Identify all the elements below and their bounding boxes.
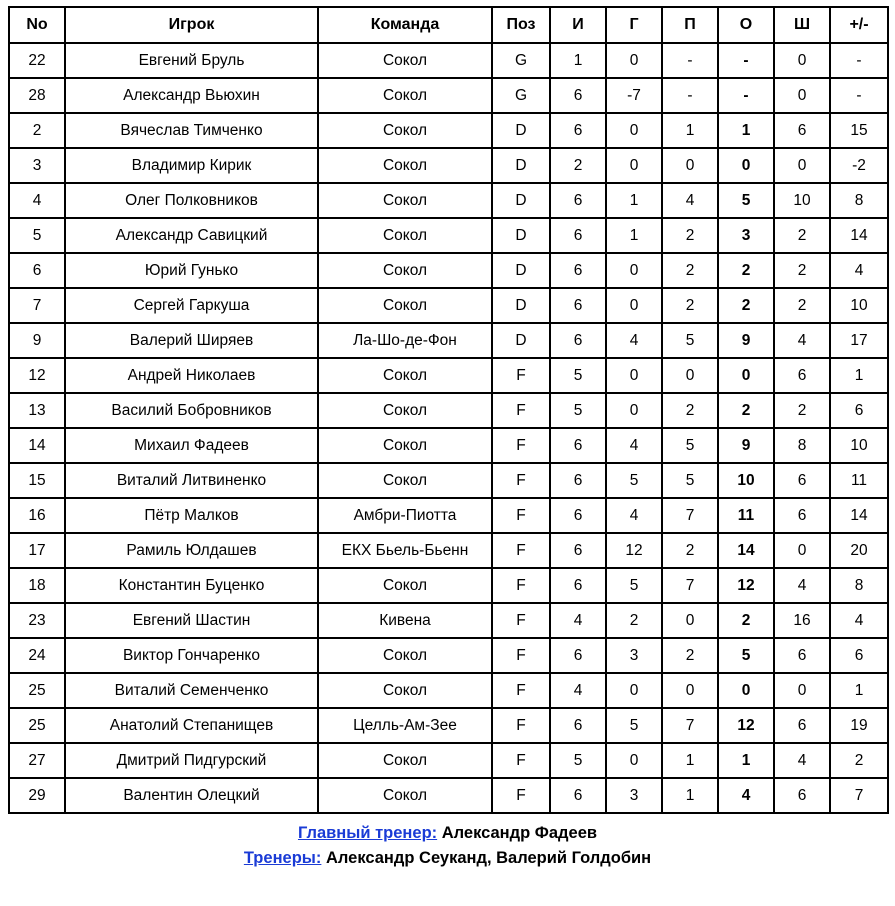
cell-penalty-minutes: 6 xyxy=(774,498,830,533)
cell-plus-minus: 10 xyxy=(830,428,888,463)
cell-player: Виталий Литвиненко xyxy=(65,463,318,498)
cell-games: 6 xyxy=(550,778,606,813)
cell-team: Сокол xyxy=(318,673,492,708)
cell-points: 9 xyxy=(718,428,774,463)
cell-player: Олег Полковников xyxy=(65,183,318,218)
cell-penalty-minutes: 0 xyxy=(774,43,830,78)
cell-assists: 5 xyxy=(662,323,718,358)
cell-goals: 4 xyxy=(606,428,662,463)
cell-goals: 3 xyxy=(606,638,662,673)
cell-penalty-minutes: 4 xyxy=(774,568,830,603)
coaches-label[interactable]: Тренеры: xyxy=(243,848,322,867)
cell-games: 6 xyxy=(550,638,606,673)
table-row xyxy=(9,288,888,323)
cell-penalty-minutes: 0 xyxy=(774,673,830,708)
cell-goals: 0 xyxy=(606,743,662,778)
cell-no: 3 xyxy=(9,148,65,183)
cell-points: 3 xyxy=(718,218,774,253)
cell-team: Сокол xyxy=(318,113,492,148)
cell-position: F xyxy=(492,533,550,568)
cell-team: Сокол xyxy=(318,778,492,813)
cell-points: - xyxy=(718,43,774,78)
cell-position: F xyxy=(492,393,550,428)
cell-player: Василий Бобровников xyxy=(65,393,318,428)
cell-games: 6 xyxy=(550,533,606,568)
table-row xyxy=(9,78,888,113)
cell-player: Сергей Гаркуша xyxy=(65,288,318,323)
cell-points: 1 xyxy=(718,113,774,148)
cell-assists: 0 xyxy=(662,148,718,183)
cell-player: Евгений Шастин xyxy=(65,603,318,638)
cell-plus-minus: 6 xyxy=(830,393,888,428)
cell-team: Сокол xyxy=(318,638,492,673)
table-row xyxy=(9,778,888,813)
cell-points: 5 xyxy=(718,183,774,218)
cell-team: Сокол xyxy=(318,218,492,253)
cell-team: Сокол xyxy=(318,393,492,428)
cell-goals: 2 xyxy=(606,603,662,638)
cell-no: 29 xyxy=(9,778,65,813)
header-games: И xyxy=(550,7,606,43)
cell-goals: 0 xyxy=(606,43,662,78)
cell-goals: 1 xyxy=(606,183,662,218)
cell-assists: 2 xyxy=(662,288,718,323)
cell-player: Рамиль Юлдашев xyxy=(65,533,318,568)
cell-penalty-minutes: 6 xyxy=(774,708,830,743)
table-header-row xyxy=(9,7,888,43)
cell-no: 28 xyxy=(9,78,65,113)
cell-position: F xyxy=(492,743,550,778)
cell-position: F xyxy=(492,708,550,743)
header-no: No xyxy=(9,7,65,43)
cell-assists: 7 xyxy=(662,708,718,743)
cell-team: Сокол xyxy=(318,288,492,323)
cell-plus-minus: 8 xyxy=(830,568,888,603)
cell-points: 12 xyxy=(718,568,774,603)
cell-team: Сокол xyxy=(318,743,492,778)
cell-position: D xyxy=(492,218,550,253)
cell-no: 23 xyxy=(9,603,65,638)
header-plus-minus: +/- xyxy=(830,7,888,43)
cell-games: 6 xyxy=(550,113,606,148)
cell-assists: 2 xyxy=(662,253,718,288)
cell-team: Кивена xyxy=(318,603,492,638)
cell-games: 4 xyxy=(550,673,606,708)
cell-position: F xyxy=(492,603,550,638)
cell-player: Анатолий Степанищев xyxy=(65,708,318,743)
cell-plus-minus: 4 xyxy=(830,603,888,638)
cell-points: - xyxy=(718,78,774,113)
cell-position: F xyxy=(492,358,550,393)
cell-position: D xyxy=(492,288,550,323)
cell-team: Амбри-Пиотта xyxy=(318,498,492,533)
table-row xyxy=(9,323,888,358)
cell-goals: 3 xyxy=(606,778,662,813)
cell-player: Юрий Гунько xyxy=(65,253,318,288)
cell-no: 4 xyxy=(9,183,65,218)
table-row xyxy=(9,708,888,743)
cell-points: 14 xyxy=(718,533,774,568)
cell-assists: - xyxy=(662,43,718,78)
table-row xyxy=(9,673,888,708)
cell-assists: 1 xyxy=(662,113,718,148)
table-row xyxy=(9,638,888,673)
cell-games: 6 xyxy=(550,183,606,218)
cell-penalty-minutes: 6 xyxy=(774,113,830,148)
cell-team: Сокол xyxy=(318,428,492,463)
cell-no: 27 xyxy=(9,743,65,778)
cell-position: F xyxy=(492,673,550,708)
cell-position: D xyxy=(492,253,550,288)
cell-goals: 4 xyxy=(606,323,662,358)
cell-points: 0 xyxy=(718,148,774,183)
cell-team: Сокол xyxy=(318,78,492,113)
cell-games: 6 xyxy=(550,323,606,358)
cell-plus-minus: - xyxy=(830,78,888,113)
staff-footer xyxy=(8,821,887,871)
cell-points: 0 xyxy=(718,673,774,708)
cell-goals: 0 xyxy=(606,393,662,428)
cell-goals: 0 xyxy=(606,113,662,148)
cell-games: 6 xyxy=(550,708,606,743)
cell-position: F xyxy=(492,778,550,813)
head-coach-line xyxy=(8,821,887,846)
cell-games: 4 xyxy=(550,603,606,638)
cell-no: 25 xyxy=(9,673,65,708)
cell-games: 6 xyxy=(550,498,606,533)
cell-points: 2 xyxy=(718,253,774,288)
cell-plus-minus: 4 xyxy=(830,253,888,288)
cell-penalty-minutes: 6 xyxy=(774,463,830,498)
cell-player: Дмитрий Пидгурский xyxy=(65,743,318,778)
cell-penalty-minutes: 0 xyxy=(774,78,830,113)
cell-penalty-minutes: 4 xyxy=(774,323,830,358)
cell-no: 18 xyxy=(9,568,65,603)
cell-player: Александр Савицкий xyxy=(65,218,318,253)
cell-games: 5 xyxy=(550,358,606,393)
cell-player: Виктор Гончаренко xyxy=(65,638,318,673)
cell-points: 11 xyxy=(718,498,774,533)
cell-position: F xyxy=(492,428,550,463)
header-points: О xyxy=(718,7,774,43)
header-assists: П xyxy=(662,7,718,43)
roster-table xyxy=(8,6,889,814)
coaches-value: Александр Сеуканд, Валерий Голдобин xyxy=(325,848,652,867)
header-position: Поз xyxy=(492,7,550,43)
cell-position: D xyxy=(492,183,550,218)
cell-points: 12 xyxy=(718,708,774,743)
cell-player: Андрей Николаев xyxy=(65,358,318,393)
cell-games: 2 xyxy=(550,148,606,183)
cell-plus-minus: 8 xyxy=(830,183,888,218)
cell-no: 24 xyxy=(9,638,65,673)
head-coach-label[interactable]: Главный тренер: xyxy=(297,824,438,842)
cell-team: Ла-Шо-де-Фон xyxy=(318,323,492,358)
cell-goals: 0 xyxy=(606,358,662,393)
cell-games: 5 xyxy=(550,743,606,778)
cell-games: 6 xyxy=(550,568,606,603)
cell-position: D xyxy=(492,148,550,183)
cell-assists: 1 xyxy=(662,743,718,778)
cell-plus-minus: 15 xyxy=(830,113,888,148)
cell-assists: 2 xyxy=(662,638,718,673)
table-row xyxy=(9,603,888,638)
header-player: Игрок xyxy=(65,7,318,43)
cell-player: Михаил Фадеев xyxy=(65,428,318,463)
cell-player: Валентин Олецкий xyxy=(65,778,318,813)
cell-points: 9 xyxy=(718,323,774,358)
cell-position: D xyxy=(492,113,550,148)
cell-team: Сокол xyxy=(318,463,492,498)
table-row xyxy=(9,43,888,78)
cell-no: 14 xyxy=(9,428,65,463)
cell-points: 0 xyxy=(718,358,774,393)
cell-goals: -7 xyxy=(606,78,662,113)
cell-points: 2 xyxy=(718,288,774,323)
table-body xyxy=(9,43,888,813)
cell-player: Вячеслав Тимченко xyxy=(65,113,318,148)
cell-plus-minus: -2 xyxy=(830,148,888,183)
cell-penalty-minutes: 10 xyxy=(774,183,830,218)
table-row xyxy=(9,428,888,463)
cell-position: F xyxy=(492,568,550,603)
cell-goals: 5 xyxy=(606,708,662,743)
cell-team: Сокол xyxy=(318,358,492,393)
cell-games: 5 xyxy=(550,393,606,428)
cell-team: Сокол xyxy=(318,148,492,183)
cell-plus-minus: 1 xyxy=(830,673,888,708)
table-row xyxy=(9,358,888,393)
table-row xyxy=(9,253,888,288)
cell-plus-minus: 19 xyxy=(830,708,888,743)
cell-goals: 0 xyxy=(606,148,662,183)
cell-position: F xyxy=(492,638,550,673)
cell-games: 6 xyxy=(550,288,606,323)
cell-assists: 2 xyxy=(662,393,718,428)
cell-player: Константин Буценко xyxy=(65,568,318,603)
cell-penalty-minutes: 2 xyxy=(774,218,830,253)
cell-penalty-minutes: 8 xyxy=(774,428,830,463)
cell-no: 15 xyxy=(9,463,65,498)
cell-plus-minus: 20 xyxy=(830,533,888,568)
cell-points: 10 xyxy=(718,463,774,498)
cell-games: 6 xyxy=(550,428,606,463)
table-row xyxy=(9,218,888,253)
cell-games: 6 xyxy=(550,253,606,288)
cell-plus-minus: 10 xyxy=(830,288,888,323)
cell-no: 12 xyxy=(9,358,65,393)
table-row xyxy=(9,463,888,498)
cell-position: D xyxy=(492,323,550,358)
cell-no: 6 xyxy=(9,253,65,288)
cell-team: Сокол xyxy=(318,183,492,218)
cell-points: 2 xyxy=(718,603,774,638)
cell-penalty-minutes: 2 xyxy=(774,253,830,288)
cell-points: 4 xyxy=(718,778,774,813)
header-penalty-minutes: Ш xyxy=(774,7,830,43)
cell-no: 9 xyxy=(9,323,65,358)
cell-no: 25 xyxy=(9,708,65,743)
cell-points: 1 xyxy=(718,743,774,778)
cell-goals: 0 xyxy=(606,288,662,323)
cell-plus-minus: 14 xyxy=(830,218,888,253)
table-row xyxy=(9,568,888,603)
cell-games: 6 xyxy=(550,78,606,113)
cell-penalty-minutes: 2 xyxy=(774,393,830,428)
cell-assists: 0 xyxy=(662,603,718,638)
cell-assists: 7 xyxy=(662,568,718,603)
cell-position: F xyxy=(492,498,550,533)
cell-penalty-minutes: 16 xyxy=(774,603,830,638)
cell-team: Целль-Ам-Зее xyxy=(318,708,492,743)
cell-games: 6 xyxy=(550,218,606,253)
cell-assists: 2 xyxy=(662,218,718,253)
header-goals: Г xyxy=(606,7,662,43)
cell-team: Сокол xyxy=(318,43,492,78)
table-row xyxy=(9,743,888,778)
cell-no: 13 xyxy=(9,393,65,428)
cell-assists: 1 xyxy=(662,778,718,813)
cell-player: Александр Вьюхин xyxy=(65,78,318,113)
cell-plus-minus: 2 xyxy=(830,743,888,778)
cell-player: Пётр Малков xyxy=(65,498,318,533)
cell-team: ЕКХ Бьель-Бьенн xyxy=(318,533,492,568)
cell-no: 7 xyxy=(9,288,65,323)
header-team: Команда xyxy=(318,7,492,43)
cell-plus-minus: 7 xyxy=(830,778,888,813)
coaches-line xyxy=(8,846,887,871)
cell-games: 6 xyxy=(550,463,606,498)
cell-assists: 0 xyxy=(662,358,718,393)
cell-team: Сокол xyxy=(318,253,492,288)
cell-goals: 5 xyxy=(606,568,662,603)
cell-penalty-minutes: 2 xyxy=(774,288,830,323)
cell-no: 17 xyxy=(9,533,65,568)
cell-plus-minus: 11 xyxy=(830,463,888,498)
cell-no: 5 xyxy=(9,218,65,253)
cell-position: F xyxy=(492,463,550,498)
cell-assists: 0 xyxy=(662,673,718,708)
cell-goals: 0 xyxy=(606,673,662,708)
cell-position: G xyxy=(492,78,550,113)
cell-penalty-minutes: 6 xyxy=(774,778,830,813)
cell-plus-minus: 17 xyxy=(830,323,888,358)
table-row xyxy=(9,113,888,148)
cell-assists: 5 xyxy=(662,428,718,463)
cell-penalty-minutes: 4 xyxy=(774,743,830,778)
cell-assists: 4 xyxy=(662,183,718,218)
table-row xyxy=(9,498,888,533)
table-row xyxy=(9,533,888,568)
cell-plus-minus: 1 xyxy=(830,358,888,393)
cell-plus-minus: - xyxy=(830,43,888,78)
cell-team: Сокол xyxy=(318,568,492,603)
cell-goals: 0 xyxy=(606,253,662,288)
cell-player: Евгений Бруль xyxy=(65,43,318,78)
cell-assists: - xyxy=(662,78,718,113)
cell-penalty-minutes: 6 xyxy=(774,358,830,393)
cell-player: Валерий Ширяев xyxy=(65,323,318,358)
table-row xyxy=(9,183,888,218)
cell-plus-minus: 6 xyxy=(830,638,888,673)
table-row xyxy=(9,393,888,428)
table-row xyxy=(9,148,888,183)
cell-assists: 5 xyxy=(662,463,718,498)
cell-goals: 5 xyxy=(606,463,662,498)
cell-goals: 12 xyxy=(606,533,662,568)
cell-assists: 2 xyxy=(662,533,718,568)
cell-no: 16 xyxy=(9,498,65,533)
cell-position: G xyxy=(492,43,550,78)
cell-goals: 4 xyxy=(606,498,662,533)
cell-no: 2 xyxy=(9,113,65,148)
head-coach-value: Александр Фадеев xyxy=(441,824,598,842)
cell-points: 5 xyxy=(718,638,774,673)
cell-assists: 7 xyxy=(662,498,718,533)
cell-penalty-minutes: 0 xyxy=(774,533,830,568)
cell-penalty-minutes: 6 xyxy=(774,638,830,673)
cell-games: 1 xyxy=(550,43,606,78)
cell-penalty-minutes: 0 xyxy=(774,148,830,183)
cell-goals: 1 xyxy=(606,218,662,253)
cell-points: 2 xyxy=(718,393,774,428)
cell-plus-minus: 14 xyxy=(830,498,888,533)
table-header xyxy=(9,7,888,43)
cell-player: Владимир Кирик xyxy=(65,148,318,183)
cell-player: Виталий Семенченко xyxy=(65,673,318,708)
cell-no: 22 xyxy=(9,43,65,78)
